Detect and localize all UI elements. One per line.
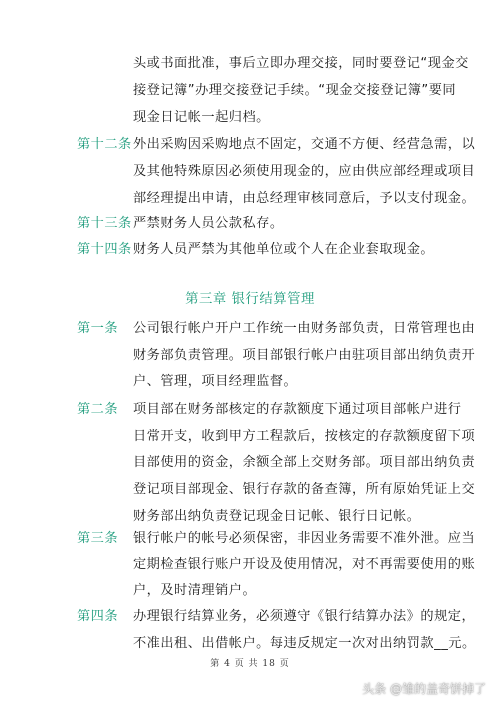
text-line: 不准出租、出借帐户。每违反规定一次对出纳罚款__元。	[133, 636, 476, 651]
text-line: 头或书面批准，事后立即办理交接，同时要登记“现金交	[133, 56, 469, 71]
text-line: 户、管理，项目经理监督。	[133, 374, 298, 389]
text-line: 财务人员严禁为其他单位或个人在企业套取现金。	[133, 242, 435, 257]
watermark: 头条 @雏的盖奇饼掉了	[362, 682, 486, 696]
text-line: 户，及时清理销户。	[133, 583, 257, 598]
article-number: 第四条	[77, 609, 119, 624]
text-line: 财务部负责管理。项目部银行帐户由驻项目部出纳负责开	[133, 348, 476, 363]
page-footer: 第 4 页 共 18 页	[210, 659, 290, 669]
chapter-title: 第三章 银行结算管理	[185, 292, 315, 307]
text-line: 登记项目部现金、银行存款的备查簿，所有原始凭证上交	[133, 482, 476, 497]
text-line: 定期检查银行账户开设及使用情况，对不再需要使用的账	[133, 557, 476, 572]
text-line: 目部使用的资金，余额全部上交财务部。项目部出纳负责	[133, 455, 476, 470]
article-number: 第二条	[77, 402, 119, 417]
article-number: 第一条	[77, 321, 119, 336]
text-line: 严禁财务人员公款私存。	[133, 216, 284, 231]
text-line: 公司银行帐户开户工作统一由财务部负责，日常管理也由	[133, 321, 476, 336]
text-line: 办理银行结算业务，必须遵守《银行结算办法》的规定，	[133, 609, 476, 624]
text-line: 现金日记帐一起归档。	[133, 110, 270, 125]
text-line: 日常开支，收到甲方工程款后，按核定的存款额度留下项	[133, 429, 476, 444]
text-line: 项目部在财务部核定的存款额度下通过项目部帐户进行	[133, 402, 462, 417]
text-line: 银行帐户的帐号必须保密，非因业务需要不准外泄。应当	[133, 531, 476, 546]
text-line: 部经理提出申请，由总经理审核同意后，予以支付现金。	[133, 191, 476, 206]
text-line: 及其他特殊原因必须使用现金的，应由供应部经理或项目	[133, 164, 476, 179]
text-line: 外出采购因采购地点不固定，交通不方便、经营急需，以	[133, 137, 476, 152]
text-line: 接登记簿”办理交接登记手续。“现金交接登记簿”要同	[133, 83, 457, 98]
article-number: 第三条	[77, 531, 119, 546]
text-line: 财务部出纳负责登记现金日记帐、银行日记帐。	[133, 509, 421, 524]
article-number: 第十三条	[77, 216, 132, 231]
article-number: 第十二条	[77, 137, 132, 152]
article-number: 第十四条	[77, 242, 132, 257]
